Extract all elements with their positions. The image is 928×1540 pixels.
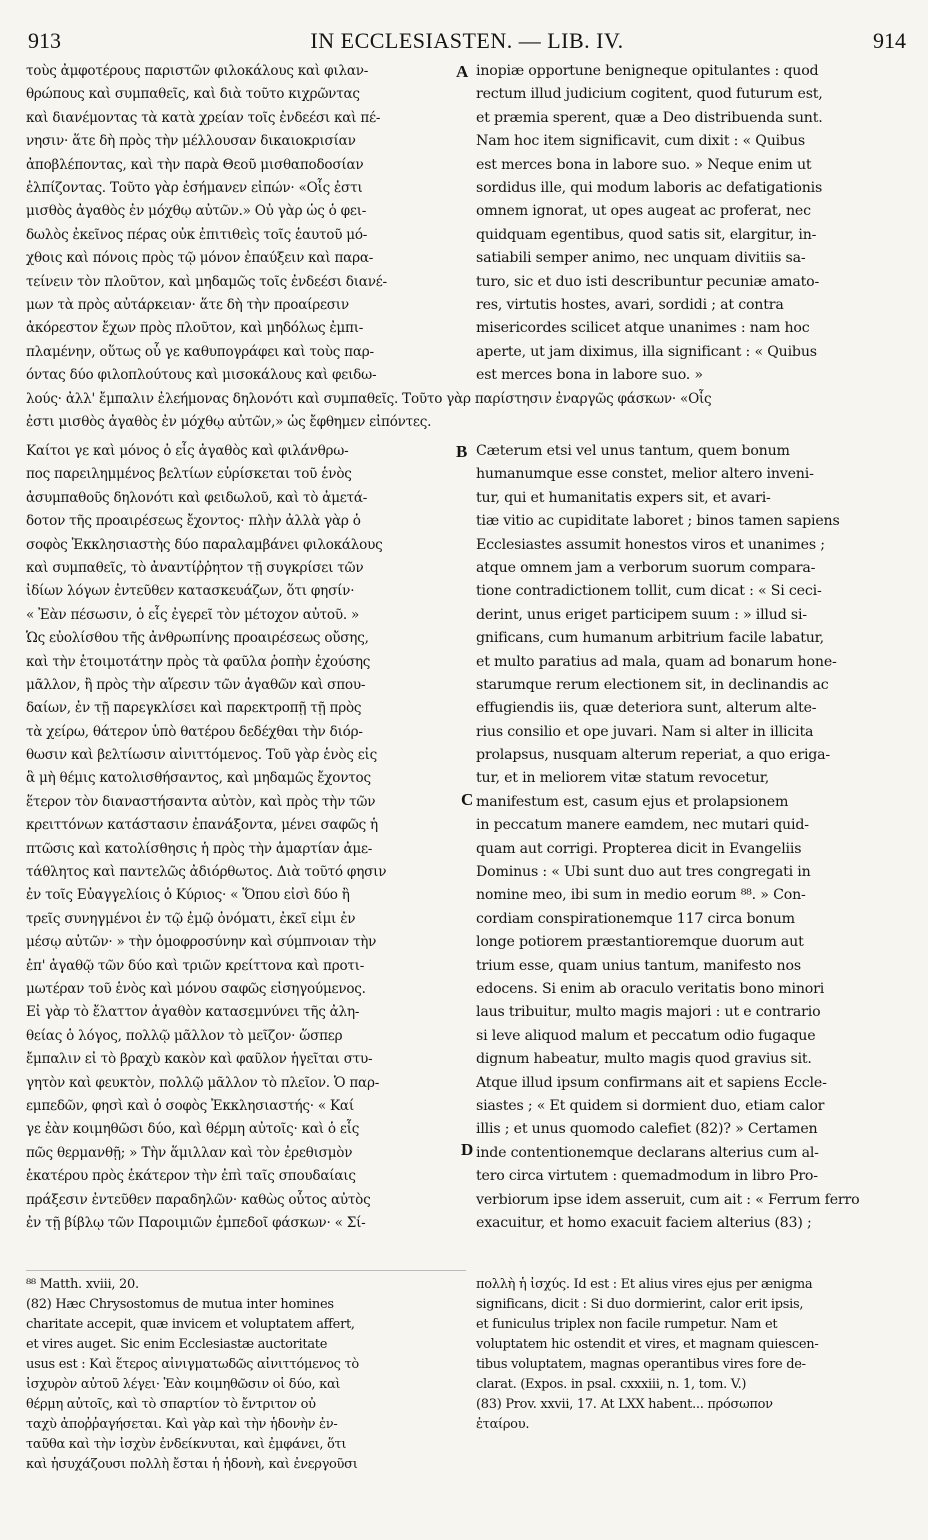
latin-text-line: in peccatum manere eamdem, nec mutari quid- <box>476 817 809 834</box>
latin-text-line: prolapsus, nusquam alterum reperiat, a quo eriga- <box>476 747 831 764</box>
footnote-line: ⁸⁸ Matth. xviii, 20. <box>26 1277 139 1292</box>
greek-text-line: καὶ συμπαθεῖς, τὸ ἀναντίῤῥητον τῇ συγκρίσει τῶν <box>26 559 364 576</box>
footnote-line: (82) Hæc Chrysostomus de mutua inter homines <box>26 1297 334 1312</box>
footnote-line: πολλὴ ἡ ἰσχύς. Id est : Et alius vires ejus per ænigma <box>476 1277 813 1292</box>
latin-text-line: tione contradictionem tollit, cum dicat : « Si ceci- <box>476 583 822 600</box>
greek-column-bottom <box>26 440 462 1235</box>
footnote-line: voluptatem hic ostendit et vires, et magnam quiescen- <box>476 1337 819 1352</box>
greek-text-line: μισθὸς ἀγαθὸς ἐν μόχθῳ αὐτῶν.» Οὐ γὰρ ὡς ὁ φει- <box>26 203 367 220</box>
greek-text-line: ἐπ' ἀγαθῷ τῶν δύο καὶ τριῶν κρείττονα καὶ προτι- <box>26 957 365 974</box>
latin-text-line: humanumque esse constet, melior altero inveni- <box>476 466 814 483</box>
greek-text-line: ἐν τῇ βίβλῳ τῶν Παροιμιῶν ἐμπεδοῖ φάσκων· « Σί- <box>26 1214 366 1231</box>
greek-text-line: ἕτερον τὸν διαναστήσαντα αὐτὸν, καὶ πρὸς τὴν τῶν <box>26 793 376 810</box>
latin-text-line: quam aut corrigi. Propterea dicit in Evangeliis <box>476 840 802 857</box>
greek-text-line: ἰδίων λόγων ἐντεῦθεν κατασκευάζων, ὅτι φησίν· <box>26 583 355 600</box>
greek-text-line: θωσιν καὶ βελτίωσιν αἰνιττόμενος. Τοῦ γὰρ ἑνὸς εἰς <box>26 747 377 764</box>
margin-marker-c: C <box>461 790 474 809</box>
greek-text-line: θρώπους καὶ συμπαθεῖς, καὶ διὰ τοῦτο κιχρῶντας <box>26 86 360 103</box>
margin-marker-b: B <box>456 442 468 461</box>
latin-text-line: misericordes scilicet atque unanimes : nam hoc <box>476 320 810 337</box>
greek-text-line: Εἰ γὰρ τὸ ἔλαττον ἀγαθὸν κατασεμνύνει τῆς ἀλη- <box>26 1004 360 1021</box>
greek-text-line: χθοις καὶ πόνοις πρὸς τῷ μόνον ἐπαύξειν καὶ παρα- <box>26 250 374 267</box>
footnote-line: et funiculus triplex non facile rumpetur. Nam et <box>476 1317 778 1332</box>
greek-text-line: δωλὸς ἐκεῖνος πέρας οὐκ ἐπιτιθεὶς τοῖς ἑαυτοῦ μό- <box>26 226 368 243</box>
latin-text-line: longe potiorem præstantioremque duorum aut <box>476 934 804 951</box>
greek-text-line: τοὺς ἀμφοτέρους παριστῶν φιλοκάλους καὶ φιλαν- <box>26 63 369 79</box>
footnotes-right <box>476 1275 906 1435</box>
latin-text-line: Atque illud ipsum confirmans ait et sapiens Eccle- <box>476 1074 827 1091</box>
latin-text-line: tero circa virtutem : quemadmodum in libro Pro- <box>476 1168 818 1185</box>
greek-text-line: μᾶλλον, ἢ πρὸς τὴν αἵρεσιν τῶν ἀγαθῶν καὶ σπου- <box>26 676 366 693</box>
footnote-line: (83) Prov. xxvii, 17. At LXX habent... πρόσωπον <box>476 1397 773 1412</box>
greek-text-line: « Ἐὰν πέσωσιν, ὁ εἷς ἐγερεῖ τὸν μέτοχον αὐτοῦ. » <box>26 606 360 623</box>
latin-text-line: manifestum est, casum ejus et prolapsionem <box>476 793 789 810</box>
greek-text-line: πος παρειλημμένος βελτίων εὑρίσκεται τοῦ ἑνὸς <box>26 466 352 483</box>
footnote-line: tibus voluptatem, magnas operantibus vires fore de- <box>476 1357 806 1372</box>
latin-text-line: omnem ignorat, ut opes augeat ac proferat, nec <box>476 203 811 220</box>
latin-text-line: cordiam conspirationemque 117 circa bonum <box>476 910 795 927</box>
greek-text-line: τείνειν τὸν πλοῦτον, καὶ μηδαμῶς τοῖς ἐνδεέσι διανέ- <box>26 273 387 290</box>
latin-text-line: sordidus ille, qui modum laboris ac defatigationis <box>476 179 823 196</box>
latin-text-line: est merces bona in labore suo. » <box>476 367 703 384</box>
latin-text-line: rectum illud judicium cogitent, quod futurum est, <box>476 86 823 103</box>
latin-text-line: illis ; et unus quomodo calefiet (82)? » Certamen <box>476 1121 818 1138</box>
footnote-rule <box>26 1270 466 1271</box>
greek-text-line: Ὡς εὐολίσθου τῆς ἀνθρωπίνης προαιρέσεως οὔσης, <box>26 630 369 647</box>
greek-text-line: λούς· ἀλλ' ἔμπαλιν ἐλεήμονας δηλονότι καὶ συμπαθεῖς. Τοῦτο γὰρ παρίστησιν ἐναργῶς φάσκων· «Οἷς <box>26 391 712 407</box>
greek-column-top <box>26 60 462 387</box>
greek-text-line: ἐστι μισθὸς ἀγαθὸς ἐν μόχθῳ αὐτῶν,» ὡς ἔφθημεν εἰπόντες. <box>26 414 432 431</box>
latin-text-line: siastes ; « Et quidem si dormient duo, etiam calor <box>476 1097 825 1114</box>
greek-text-line: τάθλητος καὶ παντελῶς ἀδιόρθωτος. Διὰ τοῦτό φησιν <box>26 864 387 881</box>
greek-text-line: πλαμένην, οὕτως οὗ γε καθυπογράφει καὶ τοὺς παρ- <box>26 343 374 360</box>
page-header <box>28 28 906 58</box>
greek-text-line: μων τὰ πρὸς αὐτάρκειαν· ἅτε δὴ τὴν προαίρεσιν <box>26 296 349 313</box>
footnote-line: ἑταίρου. <box>476 1417 530 1432</box>
latin-text-line: et multo paratius ad mala, quam ad bonarum hone- <box>476 653 837 670</box>
latin-text-line: turo, sic et duo isti describuntur pecuniæ amato- <box>476 273 820 290</box>
greek-text-line: μωτέραν τοῦ ἑνὸς καὶ μόνου σαφῶς εἰσηγούμενος. <box>26 980 366 997</box>
page-number-right: 914 <box>873 28 906 53</box>
footnote-line: significans, dicit : Si duo dormierint, calor erit ipsis, <box>476 1297 804 1312</box>
spanning-greek-lines <box>26 388 906 435</box>
greek-text-line: ἀποβλέποντας, καὶ τὴν παρὰ Θεοῦ μισθαποδοσίαν <box>26 156 364 173</box>
footnote-line: ταῦθα καὶ τὴν ἰσχὺν ἐνδείκνυται, καὶ ἐμφάνει, ὅτι <box>26 1437 347 1452</box>
latin-text-line: inopiæ opportune benigneque opitulantes : quod <box>476 63 819 79</box>
greek-text-line: ἔμπαλιν εἰ τὸ βραχὺ κακὸν καὶ φαῦλον ἡγεῖται στυ- <box>26 1051 373 1068</box>
greek-text-line: ἀκόρεστον ἔχων πρὸς πλοῦτον, καὶ μηδόλως ἐμπι- <box>26 320 364 337</box>
margin-marker-d: D <box>461 1140 474 1159</box>
latin-text-line: et præmia sperent, quæ a Deo distribuenda sunt. <box>476 109 823 126</box>
footnotes-left <box>26 1275 466 1475</box>
latin-text-line: atque omnem jam a verborum suorum compara- <box>476 559 816 576</box>
greek-text-line: δαίων, ἐν τῇ παρεγκλίσει καὶ παρεκτροπῇ τῇ πρὸς <box>26 700 362 717</box>
greek-text-line: ἐλπίζοντας. Τοῦτο γὰρ ἐσήμανεν εἰπών· «Οἷς ἐστι <box>26 179 363 196</box>
greek-text-line: όντας δύο φιλοπλούτους καὶ μισοκάλους καὶ φειδω- <box>26 367 377 384</box>
greek-text-line: κρειττόνων κατάστασιν ἐπανάξοντα, μένει σαφῶς ἡ <box>26 817 378 834</box>
latin-text-line: aperte, ut jam diximus, illa significant : « Quibus <box>476 343 817 360</box>
latin-text-line: tur, qui et humanitatis expers sit, et avari- <box>476 489 771 506</box>
running-title: IN ECCLESIASTEN. — LIB. IV. <box>310 28 624 53</box>
latin-text-line: starumque rerum electionem sit, in declinandis ac <box>476 676 829 693</box>
greek-text-line: Καίτοι γε καὶ μόνος ὁ εἷς ἀγαθὸς καὶ φιλάνθρω- <box>26 443 349 459</box>
latin-text-line: quidquam egentibus, quod satis sit, elargitur, in- <box>476 226 817 243</box>
latin-text-line: verbiorum ipse idem asseruit, cum ait : « Ferrum ferro <box>476 1191 860 1208</box>
greek-text-line: πῶς θερμανθῇ; » Τὴν ἅμιλλαν καὶ τὸν ἐρεθισμὸν <box>26 1144 353 1161</box>
latin-text-line: laus tribuitur, multo magis majori : ut e contrario <box>476 1004 821 1021</box>
greek-text-line: ἑκατέρου πρὸς ἑκάτερον τὴν ἐπὶ ταῖς σπουδαίαις <box>26 1168 356 1185</box>
latin-text-line: dignum habeatur, multo magis quod gravius sit. <box>476 1051 812 1068</box>
greek-text-line: γε ἐὰν κοιμηθῶσι δύο, καὶ θέρμη αὐτοῖς· καὶ ὁ εἷς <box>26 1121 360 1138</box>
latin-text-line: rius consilio et ope juvari. Nam si alter in illicita <box>476 723 814 740</box>
latin-text-line: satiabili semper animo, nec unquam divitiis sa- <box>476 250 806 267</box>
greek-text-line: εμπεδῶν, φησὶ καὶ ὁ σοφὸς Ἐκκλησιαστής· « Καί <box>26 1097 354 1114</box>
latin-text-line: si leve aliquod malum et peccatum odio fugaque <box>476 1027 816 1044</box>
greek-text-line: πτῶσις καὶ κατολίσθησις ἡ πρὸς τὴν ἁμαρτίαν ἀμε- <box>26 840 373 857</box>
margin-marker-a: A <box>456 62 469 81</box>
latin-text-line: inde contentionemque declarans alterius cum al- <box>476 1144 819 1161</box>
latin-text-line: Cæterum etsi vel unus tantum, quem bonum <box>476 443 790 459</box>
greek-text-line: θείας ὁ λόγος, πολλῷ μᾶλλον τὸ μεῖζον· ὥσπερ <box>26 1027 343 1044</box>
latin-text-line: tiæ vitio ac cupiditate laboret ; binos tamen sapiens <box>476 513 840 530</box>
greek-text-line: ἐν τοῖς Εὐαγγελίοις ὁ Κύριος· « Ὅπου εἰσὶ δύο ἢ <box>26 887 350 904</box>
latin-text-line: Ecclesiastes assumit honestos viros et unanimes ; <box>476 536 825 553</box>
greek-text-line: ἀσυμπαθοῦς δηλονότι καὶ φειδωλοῦ, καὶ τὸ ἀμετά- <box>26 489 368 506</box>
greek-text-line: ἃ μὴ θέμις κατολισθήσαντος, καὶ μηδαμῶς ἔχοντος <box>26 770 371 787</box>
latin-text-line: effugiendis iis, quæ deteriora sunt, alterum alte- <box>476 700 817 717</box>
greek-text-line: σοφὸς Ἐκκλησιαστὴς δύο παραλαμβάνει φιλοκάλους <box>26 536 383 553</box>
footnote-line: ἰσχυρὸν αὐτοῦ λέγει· Ἐὰν κοιμηθῶσιν οἱ δύο, καὶ <box>26 1377 341 1392</box>
greek-text-line: νησιν· ἅτε δὴ πρὸς τὴν μέλλουσαν δικαιοκρισίαν <box>26 133 356 150</box>
latin-text-line: trium esse, quam unius tantum, manifesto nos <box>476 957 801 974</box>
greek-text-line: τὰ χείρω, θάτερον ὑπὸ θατέρου δεδέχθαι τὴν διόρ- <box>26 723 363 740</box>
footnote-line: θέρμη αὐτοῖς, καὶ τὸ σπαρτίον τὸ ἔντριτον οὐ <box>26 1397 316 1412</box>
greek-text-line: γητὸν καὶ φευκτὸν, πολλῷ μᾶλλον τὸ πλεῖον. Ὁ παρ- <box>26 1074 380 1091</box>
latin-text-line: nomine meo, ibi sum in medio eorum ⁸⁸. » Con- <box>476 887 806 904</box>
latin-column-top <box>476 60 906 387</box>
latin-text-line: Nam hoc item significavit, cum dixit : « Quibus <box>476 133 805 150</box>
latin-text-line: Dominus : « Ubi sunt duo aut tres congregati in <box>476 864 811 881</box>
latin-text-line: tur, et in meliorem vitæ statum revocetur, <box>476 770 770 787</box>
greek-text-line: δοτον τῆς προαιρέσεως ἔχοντος· πλὴν ἀλλὰ γὰρ ὁ <box>26 513 361 530</box>
greek-text-line: τρεῖς συνηγμένοι ἐν τῷ ἐμῷ ὀνόματι, ἐκεῖ εἰμι ἐν <box>26 910 356 927</box>
latin-column-bottom <box>476 440 906 1235</box>
latin-text-line: gnificans, cum humanum arbitrium facile labatur, <box>476 630 824 647</box>
latin-text-line: edocens. Si enim ab oraculo veritatis bono minori <box>476 980 825 997</box>
greek-text-line: μέσῳ αὐτῶν· » τὴν ὁμοφροσύνην καὶ σύμπνοιαν τὴν <box>26 934 377 951</box>
page-number-left: 913 <box>28 28 61 53</box>
footnote-line: et vires auget. Sic enim Ecclesiastæ auctoritate <box>26 1337 328 1352</box>
latin-text-line: est merces bona in labore suo. » Neque enim ut <box>476 156 812 173</box>
latin-text-line: exacuitur, et homo exacuit faciem alterius (83) ; <box>476 1214 812 1231</box>
footnote-line: usus est : Καὶ ἕτερος αἰνιγματωδῶς αἰνιττόμενος τὸ <box>26 1357 359 1372</box>
greek-text-line: πράξεσιν ἐντεῦθεν παραδηλῶν· καθὼς οὗτος αὐτὸς <box>26 1191 371 1208</box>
greek-text-line: καὶ διανέμοντας τὰ κατὰ χρείαν τοῖς ἐνδεέσι καὶ πέ- <box>26 109 381 126</box>
footnote-line: ταχὺ ἀποῤῥαγήσεται. Καὶ γὰρ καὶ τὴν ἡδονὴν ἐν- <box>26 1417 338 1432</box>
footnote-line: charitate accepit, quæ invicem et voluptatem affert, <box>26 1317 355 1332</box>
latin-text-line: derint, unus eriget participem suum : » illud si- <box>476 606 807 623</box>
latin-text-line: res, virtutis hostes, avari, sordidi ; at contra <box>476 296 784 313</box>
greek-text-line: καὶ τὴν ἑτοιμοτάτην πρὸς τὰ φαῦλα ῥοπὴν ἐχούσης <box>26 653 371 670</box>
footnote-line: clarat. (Expos. in psal. cxxxiii, n. 1, tom. V.) <box>476 1377 747 1392</box>
footnote-line: καὶ ἡσυχάζουσι πολλὴ ἔσται ἡ ἡδονὴ, καὶ ἐνεργοῦσι <box>26 1457 358 1472</box>
